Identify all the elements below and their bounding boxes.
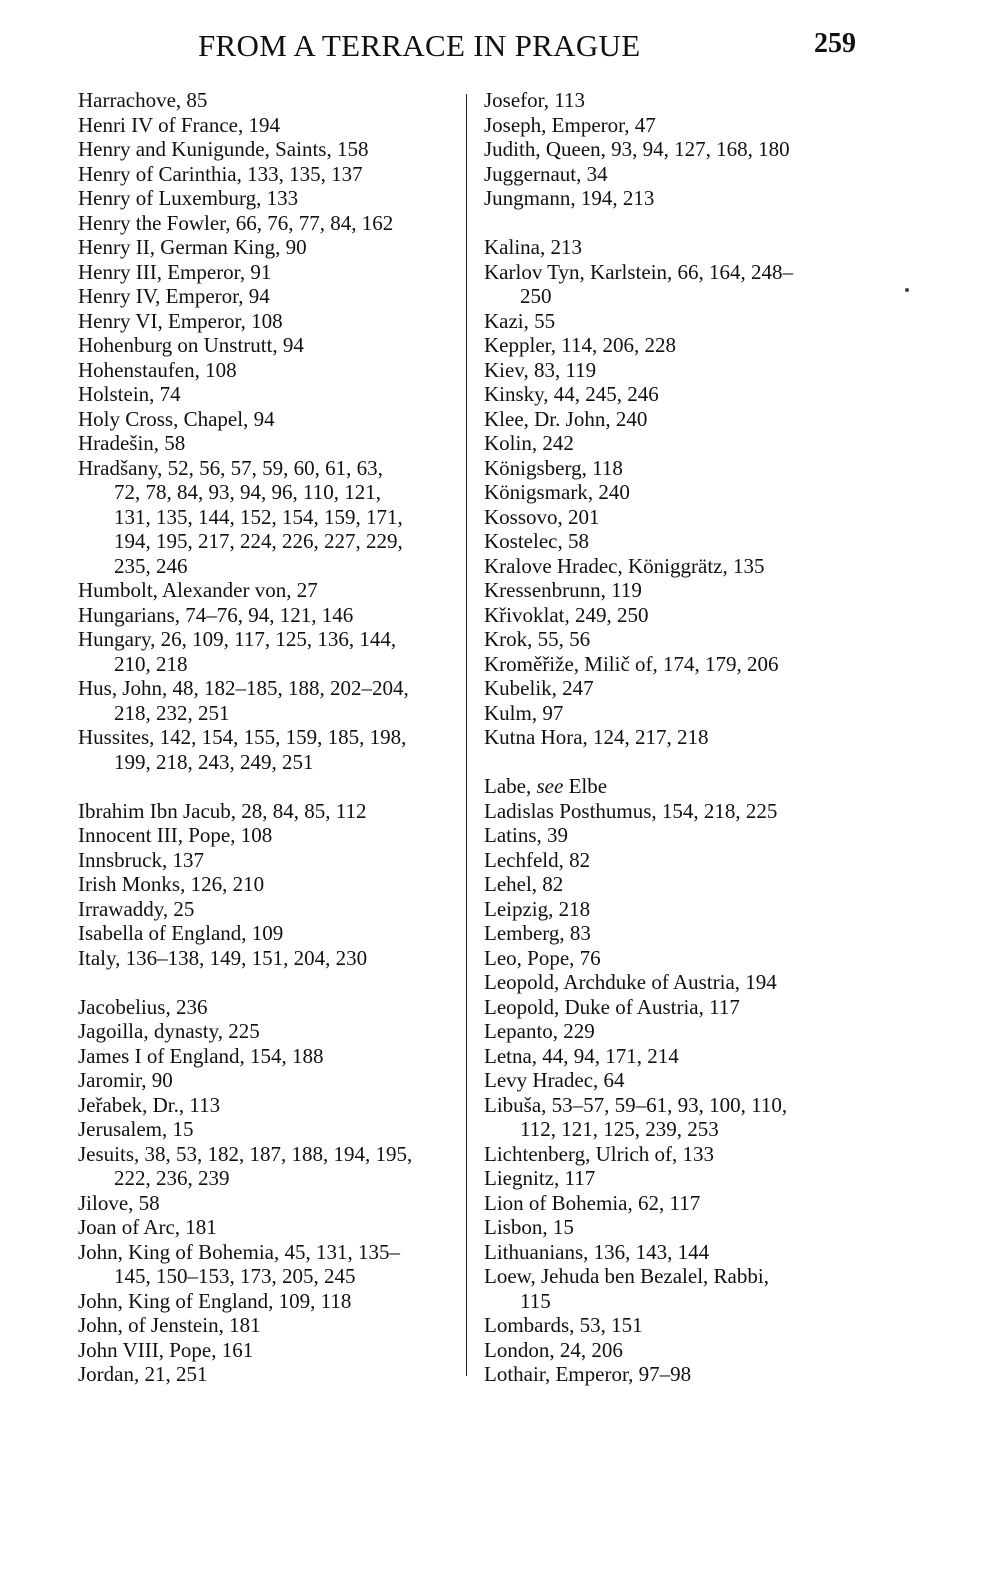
index-entry: Leo, Pope, 76	[484, 945, 601, 970]
index-entry: Kutna Hora, 124, 217, 218	[484, 725, 709, 749]
index-entry: London, 24, 206	[484, 1337, 623, 1362]
index-column-right	[484, 88, 884, 1387]
index-entry: Holy Cross, Chapel, 94	[78, 406, 275, 431]
index-entry: Kralove Hradec, Königgrätz, 135	[484, 553, 765, 578]
index-entry: Jacobelius, 236	[78, 994, 208, 1019]
index-entry-continuation: 131, 135, 144, 152, 154, 159, 171,	[114, 504, 403, 529]
index-entry: Jilove, 58	[78, 1190, 160, 1215]
running-title: FROM A TERRACE IN PRAGUE	[198, 28, 641, 63]
index-entry: Henry IV, Emperor, 94	[78, 284, 270, 308]
index-entry: Leopold, Duke of Austria, 117	[484, 994, 740, 1019]
index-entry: Lechfeld, 82	[484, 847, 591, 872]
index-entry: Loew, Jehuda ben Bezalel, Rabbi,	[484, 1264, 769, 1288]
index-entry: Lithuanians, 136, 143, 144	[484, 1239, 710, 1264]
index-entry-continuation: 250	[520, 284, 552, 308]
stray-mark	[905, 288, 909, 292]
index-entry: Judith, Queen, 93, 94, 127, 168, 180	[484, 137, 790, 161]
index-entry: Italy, 136–138, 149, 151, 204, 230	[78, 945, 368, 970]
index-entry: Hohenburg on Unstrutt, 94	[78, 333, 304, 357]
index-entry: Kressenbrunn, 119	[484, 578, 642, 602]
index-entry: Liegnitz, 117	[484, 1166, 596, 1190]
index-entry: Krok, 55, 56	[484, 627, 591, 651]
index-entry: Königsmark, 240	[484, 480, 630, 504]
index-entry: Jeřabek, Dr., 113	[78, 1092, 221, 1117]
index-entry: Lichtenberg, Ulrich of, 133	[484, 1141, 714, 1166]
index-group-h	[78, 88, 463, 774]
index-entry: Kostelec, 58	[484, 529, 589, 553]
index-entry-continuation: 194, 195, 217, 224, 226, 227, 229,	[114, 529, 403, 553]
index-entry-continuation: 72, 78, 84, 93, 94, 96, 110, 121,	[114, 480, 381, 504]
index-entry: Latins, 39	[484, 823, 568, 847]
index-group-j-cont	[484, 88, 884, 211]
index-entry: Henry II, German King, 90	[78, 235, 307, 259]
index-entry: Kazi, 55	[484, 308, 556, 333]
index-entry: Irrawaddy, 25	[78, 896, 195, 921]
index-entry: Jerusalem, 15	[78, 1117, 194, 1141]
index-entry: Humbolt, Alexander von, 27	[78, 578, 318, 602]
index-entry: Kulm, 97	[484, 700, 564, 725]
index-entry: Jesuits, 38, 53, 182, 187, 188, 194, 195,	[78, 1141, 413, 1166]
index-entry: Hohenstaufen, 108	[78, 357, 237, 382]
index-entry: Joseph, Emperor, 47	[484, 112, 656, 137]
index-entry: Innsbruck, 137	[78, 847, 204, 872]
page-number: 259	[814, 28, 856, 59]
see-reference-word: see	[536, 774, 564, 798]
column-divider	[466, 94, 467, 1376]
index-entry-continuation: 235, 246	[114, 553, 188, 578]
entry-heading: Labe,	[484, 774, 532, 798]
index-entry: Leipzig, 218	[484, 896, 591, 921]
index-entry: Jagoilla, dynasty, 225	[78, 1019, 260, 1043]
index-entry: Lombards, 53, 151	[484, 1313, 643, 1337]
index-entry: James I of England, 154, 188	[78, 1043, 324, 1068]
index-entry: Hussites, 142, 154, 155, 159, 185, 198,	[78, 725, 407, 749]
index-entry: Lepanto, 229	[484, 1019, 595, 1043]
index-entry: Libuša, 53–57, 59–61, 93, 100, 110,	[484, 1092, 788, 1117]
index-entry: Josefor, 113	[484, 88, 586, 112]
index-entry: Kroměřiže, Milič of, 174, 179, 206	[484, 651, 779, 676]
index-entry: Kalina, 213	[484, 235, 582, 259]
reference-target: Elbe	[568, 774, 608, 798]
index-entry: Lemberg, 83	[484, 921, 591, 945]
index-entry: Kubelik, 247	[484, 676, 594, 700]
index-entry: Harrachove, 85	[78, 88, 208, 112]
index-entry: John VIII, Pope, 161	[78, 1337, 254, 1362]
index-entry: Henry and Kunigunde, Saints, 158	[78, 137, 369, 161]
index-entry: John, of Jenstein, 181	[78, 1313, 261, 1337]
index-entry: Hungarians, 74–76, 94, 121, 146	[78, 602, 354, 627]
index-entry: Karlov Tyn, Karlstein, 66, 164, 248–	[484, 259, 794, 284]
index-entry: Levy Hradec, 64	[484, 1068, 625, 1092]
index-entry: Hradešin, 58	[78, 431, 186, 455]
index-column-left	[78, 88, 463, 1387]
index-group-l	[484, 774, 884, 1387]
index-entry: Jaromir, 90	[78, 1068, 173, 1092]
index-entry: Irish Monks, 126, 210	[78, 872, 265, 896]
index-entry-continuation: 112, 121, 125, 239, 253	[520, 1117, 719, 1141]
index-entry: Innocent III, Pope, 108	[78, 823, 273, 847]
index-entry: John, King of England, 109, 118	[78, 1288, 352, 1313]
index-entry-continuation: 145, 150–153, 173, 205, 245	[114, 1264, 356, 1288]
index-entry-continuation: 115	[520, 1288, 551, 1313]
index-entry: Henri IV of France, 194	[78, 112, 280, 137]
index-group-j	[78, 995, 463, 1387]
index-entry: Letna, 44, 94, 171, 214	[484, 1043, 679, 1068]
index-entry: Lion of Bohemia, 62, 117	[484, 1190, 701, 1215]
index-entry: Keppler, 114, 206, 228	[484, 333, 677, 357]
index-entry: Henry VI, Emperor, 108	[78, 308, 283, 333]
index-entry: Kossovo, 201	[484, 504, 600, 529]
index-entry: Joan of Arc, 181	[78, 1215, 217, 1239]
index-entry: Lothair, Emperor, 97–98	[484, 1362, 692, 1386]
index-entry: Königsberg, 118	[484, 455, 623, 480]
index-entry: Holstein, 74	[78, 382, 181, 406]
index-entry: Klee, Dr. John, 240	[484, 406, 648, 431]
index-entry: Juggernaut, 34	[484, 161, 608, 186]
index-entry: Ladislas Posthumus, 154, 218, 225	[484, 798, 778, 823]
index-entry: Křivoklat, 249, 250	[484, 602, 649, 627]
index-entry: Henry of Carinthia, 133, 135, 137	[78, 161, 363, 186]
index-entry-cross-reference	[484, 774, 884, 799]
page-header	[0, 28, 1000, 72]
index-entry: Jordan, 21, 251	[78, 1362, 208, 1386]
index-entry-continuation: 222, 236, 239	[114, 1166, 230, 1190]
index-entry-continuation: 218, 232, 251	[114, 700, 230, 725]
index-entry: Hungary, 26, 109, 117, 125, 136, 144,	[78, 627, 397, 651]
index-entry: John, King of Bohemia, 45, 131, 135–	[78, 1239, 400, 1264]
index-entry: Henry of Luxemburg, 133	[78, 186, 299, 210]
index-group-i	[78, 799, 463, 971]
index-entry-continuation: 210, 218	[114, 651, 188, 676]
index-entry: Kolin, 242	[484, 431, 574, 455]
index-entry: Hus, John, 48, 182–185, 188, 202–204,	[78, 676, 409, 700]
index-entry: Lehel, 82	[484, 872, 564, 896]
index-group-k	[484, 235, 884, 750]
index-entry: Hradšany, 52, 56, 57, 59, 60, 61, 63,	[78, 455, 383, 480]
index-entry-continuation: 199, 218, 243, 249, 251	[114, 749, 314, 774]
index-entry: Henry III, Emperor, 91	[78, 259, 272, 284]
index-entry: Isabella of England, 109	[78, 921, 284, 945]
index-entry: Kinsky, 44, 245, 246	[484, 382, 659, 406]
index-entry: Kiev, 83, 119	[484, 357, 597, 382]
index-entry: Jungmann, 194, 213	[484, 186, 655, 210]
index-entry: Lisbon, 15	[484, 1215, 574, 1239]
index-entry: Ibrahim Ibn Jacub, 28, 84, 85, 112	[78, 798, 367, 823]
index-entry: Leopold, Archduke of Austria, 194	[484, 970, 777, 994]
index-entry: Henry the Fowler, 66, 76, 77, 84, 162	[78, 210, 394, 235]
